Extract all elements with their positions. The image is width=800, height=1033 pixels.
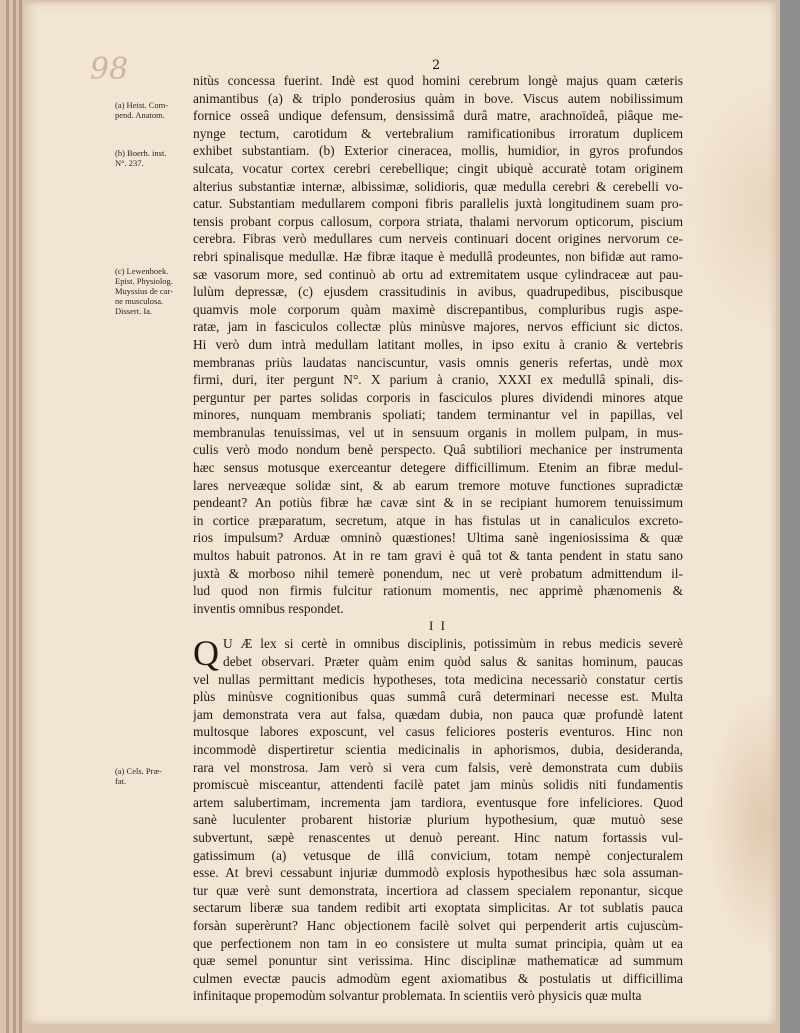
text-line: exhibet substantiam. (b) Exterior cineracea, mollis, humidior, in gyros profundos [193,143,683,159]
text-line: firmi, duri, iter pergunt N°. X parium à cranio, XXXI ex medullâ spinali, dis- [193,372,683,388]
sidenote-line: (a) Heist. Com- [115,100,169,110]
text-line: animantibus (a) & triplo ponderosius quàm in bove. Viscus autem nobilissimum [193,90,683,106]
text-line: promiscuè misceantur, attendenti facilè patet jam minùs solidis niti fundamentis [193,777,683,793]
text-line: perguntur per partes solidas corporis in fasciculos plures dividendi minores atque [193,389,683,405]
text-line: lud quod non firmis fulcitur rationum momentis, nec apprimè phænomenis & [193,583,683,599]
text-line: membranas priùs laudatas nanciscuntur, vasis omnis generis refertas, undè mox [193,354,683,370]
text-line: inventis omnibus respondet. [193,600,344,616]
text-line: rebri spinalisque medullæ. Hæ fibræ itaque è medullâ prodeuntes, non bifidæ aut ramo- [193,248,683,264]
text-line: ratæ, jam in fasciculos collectæ plùs minùsve majores, nervos efficiunt sic dictos. [193,319,683,335]
text-line: cerebra. Fibras verò medullares cum nerveis continuari docent origines nervorum ce- [193,231,683,247]
text-line: debet observari. Præter quàm enim quòd salus & sanitas hominum, paucas [223,654,683,669]
text-line: sulcata, vocatur cortex cerebri cerebellique; cingit ubiquè accuratè totam originem [193,160,683,176]
text-line: tensis probant corpus callosum, corpora striata, thalami nervorum opticorum, piscium [193,213,683,229]
text-line: multos habuit patronos. At in re tam gravi è quâ tot & tanta pendent in statu sano [193,548,683,564]
text-line: infinitaque propemodùm solvantur problemata. In scientiis verò physicis quæ multa [193,988,642,1004]
text-line: minores, nunquam membranis spoliati; tandem terminantur vel in papillas, vel [193,407,683,423]
text-line: jam demonstrata vera aut falsa, quædam dubia, non pauca quæ profundè latent [193,706,683,722]
page-edge [6,0,9,1033]
text-line: culmen evectæ paucis admodùm egent axiomatibus & postulatis ut difficillima [193,970,683,986]
sidenote-line: Dissert. Ia. [115,306,153,316]
text-line: incommodè dispertiretur scientia medicinalis in aphorismos, dubia, desideranda, [193,741,683,757]
text-line: lulùm depressæ, (c) ejusdem crassitudinis in avibus, quadrupedibus, piscibusque [193,284,683,300]
sidenote-lewenhoek [115,266,190,316]
sidenote-celsus [115,766,190,786]
section-number: I I [429,618,447,634]
text-line: sanè luculenter probarent historiæ plurium hypothesium, quæ mutuò sese [193,812,683,828]
sidenote-boerhaave [115,148,190,168]
section-two [193,635,683,1004]
drop-capital: Q [193,633,219,674]
text-line: in cortice præparatum, secretum, atque in has fistulas ut in canaliculos excreto- [193,512,683,528]
sidenote-line: N°. 237. [115,158,144,168]
text-line: artem salubertimam, incrementa jam tardiora, eventusque fore infeliciores. Quod [193,794,683,810]
sidenote-line: (b) Boerh. inst. [115,148,167,158]
paper-stain [706,692,776,952]
handwritten-page-number: 98 [90,52,129,87]
text-line: hæc sensus motusque exerceantur detegere difficillimum. Etenim an fibræ medul- [193,460,683,476]
text-line: sæ vasorum more, sed continuò ab ortu ad extremitatem usque cylindraceæ aut pau- [193,266,683,282]
text-line: tur quæ verè sunt demonstrata, incertiora ad classem specialem reponantur, sicque [193,882,683,898]
folio-number: 2 [432,58,441,73]
paper-stain [686,82,776,332]
sidenote-line: fat. [115,776,127,786]
text-line: subvertunt, sæpè renascentes ut denuò pereant. Hinc natum fortassis vul- [193,829,683,845]
main-text [193,72,683,1005]
text-line: forsàn superèrunt? Hanc objectionem facilè solvet qui perpenderit artis cujuscùm- [193,917,683,933]
text-line: vel nullas permittant medicis hypotheses, tota medicina necessariò constatur certis [193,671,683,687]
text-line: multosque labores exposcunt, vel casus feliciores posteris eventuros. Hinc non [193,724,683,740]
sidenote-line: pend. Anatom. [115,110,165,120]
section-one [193,72,683,617]
text-line: quamvis mole corporum quàm maximè discrepantibus, compluribus rugis aspe- [193,301,683,317]
text-line: rara vel monstrosa. Jam verò si vera cum falsis, verè demonstrata cum dubiis [193,759,683,775]
page-edge [19,0,22,1033]
sidenote-heister [115,100,190,120]
text-line: pendeant? An potiùs fibræ hæ cavæ sint & in se recipiant humorem tenuissimum [193,495,683,511]
text-line: esse. At brevi cessabunt injuriæ dummodò explosis hypothesibus hæc sola assuman- [193,865,683,881]
text-line: sectarum liberæ sua tandem redibit arti exoptata simplicitas. Ar tot sublatis pauca [193,900,683,916]
sidenote-line: Muyssius de car- [115,286,173,296]
text-line: gatissimum (a) vetusque de illâ convicium, totam nempè conjecturalem [193,847,683,863]
text-line: juxtà & morboso nihil temerè ponendum, nec ut verè probatum admittendum il- [193,565,683,581]
text-line: quæ semel ponuntur sint verissima. Hinc disciplinæ mathematicæ ad summum [193,953,683,969]
text-line: Hi verò dum intrà medullam latitant molles, in ipso exitu à cranio & vertebris [193,336,683,352]
sidenote-line: ne musculosa. [115,296,164,306]
text-line: que perfectionem non tam in eo consistere ut multa sumat principia, quàm ut ea [193,935,683,951]
sidenote-line: Epist. Physiolog. [115,276,173,286]
text-line: fornice osseâ undique defensum, densissimâ durâ matre, arachnoïdeâ, piâque me- [193,108,683,124]
text-line: U Æ lex si certè in omnibus disciplinis, potissimùm in rebus medicis severè [223,636,683,652]
text-line: catur. Substantiam medullarem componi fibris parallelis juxtà longitudinem suam pro- [193,196,683,212]
sidenote-line: (a) Cels. Præ- [115,766,162,776]
page-edge [13,0,16,1033]
text-line: plùs minùsve cognitionibus quas summâ curâ determinari necesse est. Multa [193,689,683,705]
sidenote-line: (c) Lewenhoek. [115,266,169,276]
text-line: alterius substantiæ internæ, albissimæ, solidioris, quæ medulla cerebri & cerebelli vo- [193,178,683,194]
text-line: lares nerveæque solidæ sint, & ab earum tremore motuve functiones supradictæ [193,477,683,493]
text-line: nynge tectum, carotidum & vertebralium ramificationibus irroratum duplicem [193,125,683,141]
text-line: culis verò modo nondum benè perspecto. Quâ subtiliori mechanice per instrumenta [193,442,683,458]
text-line: membranulas tenuissimas, vel ut in sensuum organis in mollem pulpam, in mus- [193,424,683,440]
text-line: nitùs concessa fuerint. Indè est quod homini cerebrum longè majus quam cæteris [193,73,683,88]
text-line: rios impulsum? Arduæ omninò quæstiones! Ultima sanè ingeniosissima & quæ [193,530,683,546]
